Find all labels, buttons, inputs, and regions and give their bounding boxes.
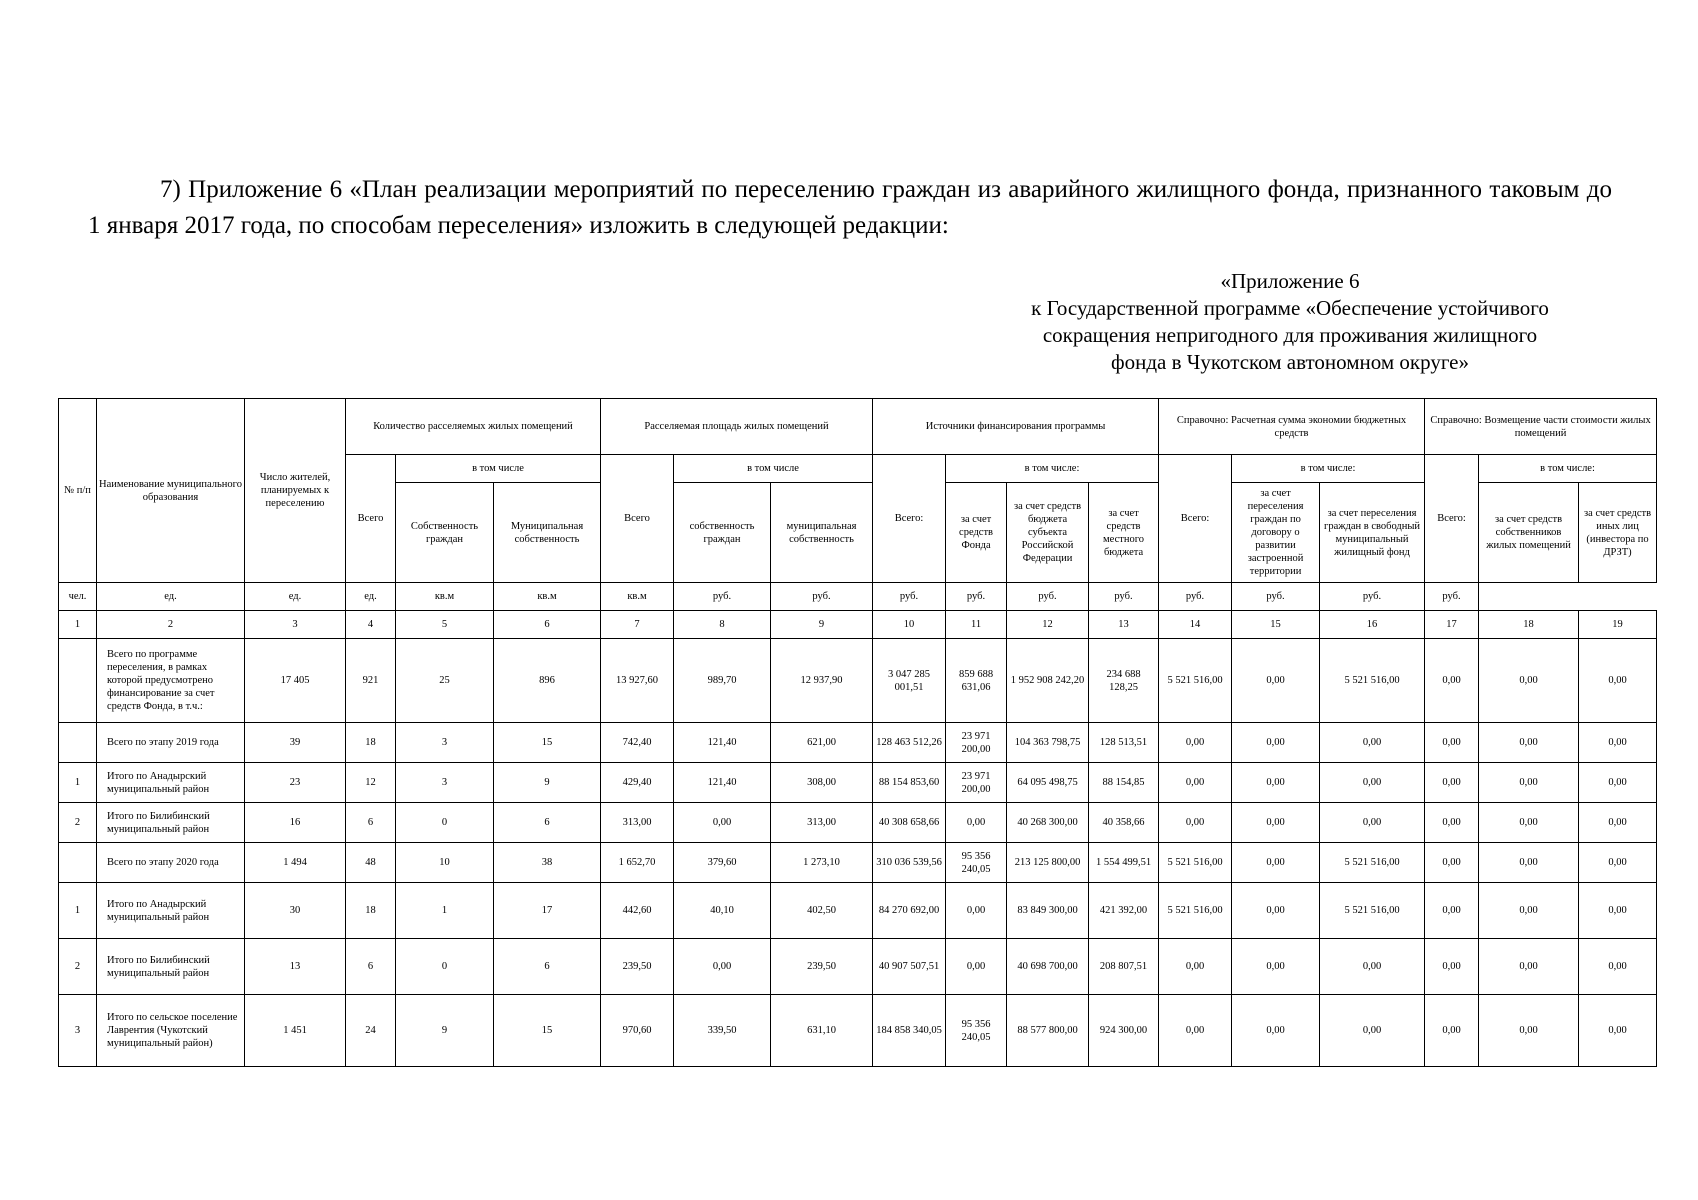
table-cell: 6 — [346, 939, 396, 995]
table-row — [59, 763, 1657, 803]
table-cell: 1 — [396, 883, 494, 939]
table-cell: 0,00 — [1320, 939, 1425, 995]
table-cell: 128 513,51 — [1089, 723, 1159, 763]
column-number-cell: 1 — [59, 611, 97, 639]
header-comp-total: Всего: — [1425, 455, 1479, 583]
table-cell: 0,00 — [1479, 939, 1579, 995]
appendix-line-4: фонда в Чукотском автономном округе» — [1110, 350, 1469, 374]
column-number-cell: 10 — [873, 611, 946, 639]
table-cell: 0,00 — [1579, 803, 1657, 843]
table-cell: 921 — [346, 639, 396, 723]
table-cell: 18 — [346, 883, 396, 939]
column-number-cell: 13 — [1089, 611, 1159, 639]
table-cell: 0,00 — [1579, 995, 1657, 1067]
column-number-cell: 9 — [771, 611, 873, 639]
table-cell: 0,00 — [1425, 723, 1479, 763]
table-cell: 40,10 — [674, 883, 771, 939]
unit-cell: руб. — [1232, 583, 1320, 611]
table-cell: 924 300,00 — [1089, 995, 1159, 1067]
table-cell: 0,00 — [1425, 803, 1479, 843]
table-cell: 5 521 516,00 — [1159, 843, 1232, 883]
column-number-cell: 16 — [1320, 611, 1425, 639]
table-cell: 0,00 — [1479, 639, 1579, 723]
table-cell: 30 — [245, 883, 346, 939]
table-cell: 0,00 — [1479, 843, 1579, 883]
table-row — [59, 939, 1657, 995]
table-cell: 5 521 516,00 — [1159, 639, 1232, 723]
table-cell: 0,00 — [1232, 803, 1320, 843]
table-cell: 23 971 200,00 — [946, 763, 1007, 803]
table-cell: 84 270 692,00 — [873, 883, 946, 939]
table-cell: 6 — [494, 803, 601, 843]
table-row — [59, 723, 1657, 763]
table-cell: 234 688 128,25 — [1089, 639, 1159, 723]
table-cell: 5 521 516,00 — [1320, 843, 1425, 883]
header-rooms-incl: в том числе — [396, 455, 601, 483]
header-residents: Число жителей, планируемых к переселению — [245, 399, 346, 583]
table-cell: 40 907 507,51 — [873, 939, 946, 995]
row-name-cell: Итого по Билибинский муниципальный район — [97, 939, 245, 995]
table-row — [59, 803, 1657, 843]
table-cell: 0,00 — [1232, 639, 1320, 723]
unit-cell: руб. — [1007, 583, 1089, 611]
unit-cell: руб. — [1320, 583, 1425, 611]
table-cell: 442,60 — [601, 883, 674, 939]
unit-cell: ед. — [245, 583, 346, 611]
column-number-cell: 18 — [1479, 611, 1579, 639]
header-area-total: Всего — [601, 455, 674, 583]
appendix-line-2: к Государственной программе «Обеспечение устойчивого — [1031, 296, 1549, 320]
table-cell: 5 521 516,00 — [1320, 639, 1425, 723]
header-area-own-citizens: собственность граждан — [674, 483, 771, 583]
table-cell: 9 — [494, 763, 601, 803]
unit-cell: руб. — [873, 583, 946, 611]
header-rooms-total: Всего — [346, 455, 396, 583]
table-cell: 0 — [396, 939, 494, 995]
row-name-cell: Всего по этапу 2019 года — [97, 723, 245, 763]
table-cell: 88 154,85 — [1089, 763, 1159, 803]
table-cell: 970,60 — [601, 995, 674, 1067]
table-cell: 40 698 700,00 — [1007, 939, 1089, 995]
table-cell: 0,00 — [1479, 723, 1579, 763]
table-cell: 621,00 — [771, 723, 873, 763]
table-cell: 859 688 631,06 — [946, 639, 1007, 723]
header-group-compensation: Справочно: Возмещение части стоимости жилых помещений — [1425, 399, 1657, 455]
table-cell: 1 — [59, 883, 97, 939]
table-cell: 0,00 — [1579, 939, 1657, 995]
table-cell: 104 363 798,75 — [1007, 723, 1089, 763]
header-area-incl: в том числе — [674, 455, 873, 483]
table-cell: 0,00 — [1232, 843, 1320, 883]
table-row — [59, 843, 1657, 883]
unit-cell: чел. — [59, 583, 97, 611]
header-fin-incl: в том числе: — [946, 455, 1159, 483]
table-cell: 2 — [59, 803, 97, 843]
unit-cell: руб. — [1425, 583, 1479, 611]
table-cell — [59, 723, 97, 763]
header-econ-development: за счет переселения граждан по договору о развитии застроенной территории — [1232, 483, 1320, 583]
header-rooms-own-citizens: Собственность граждан — [396, 483, 494, 583]
table-cell: 1 — [59, 763, 97, 803]
table-cell: 24 — [346, 995, 396, 1067]
table-cell: 48 — [346, 843, 396, 883]
table-cell: 1 554 499,51 — [1089, 843, 1159, 883]
table-cell: 1 273,10 — [771, 843, 873, 883]
table-cell: 0,00 — [1479, 883, 1579, 939]
table-cell: 88 154 853,60 — [873, 763, 946, 803]
table-cell: 121,40 — [674, 763, 771, 803]
column-number-cell: 12 — [1007, 611, 1089, 639]
column-number-cell: 15 — [1232, 611, 1320, 639]
table-cell: 0,00 — [1159, 803, 1232, 843]
table-cell: 1 451 — [245, 995, 346, 1067]
table-cell: 308,00 — [771, 763, 873, 803]
table-cell: 0,00 — [1479, 803, 1579, 843]
table-cell: 0,00 — [1159, 763, 1232, 803]
header-num: № п/п — [59, 399, 97, 583]
table-cell: 0,00 — [1479, 763, 1579, 803]
table-cell: 0,00 — [1425, 639, 1479, 723]
appendix-caption — [960, 268, 1620, 376]
table-cell: 0,00 — [1425, 995, 1479, 1067]
row-name-cell: Итого по Анадырский муниципальный район — [97, 883, 245, 939]
table-cell: 83 849 300,00 — [1007, 883, 1089, 939]
table-cell: 38 — [494, 843, 601, 883]
resettlement-plan-table — [58, 398, 1657, 1067]
unit-cell: руб. — [1089, 583, 1159, 611]
column-number-cell: 17 — [1425, 611, 1479, 639]
table-cell: 239,50 — [601, 939, 674, 995]
table-row — [59, 995, 1657, 1067]
header-rooms-municipal: Муниципальная собственность — [494, 483, 601, 583]
table-cell: 0,00 — [1320, 763, 1425, 803]
table-cell: 0,00 — [1232, 995, 1320, 1067]
column-number-cell: 5 — [396, 611, 494, 639]
unit-cell: ед. — [346, 583, 396, 611]
table-cell: 2 — [59, 939, 97, 995]
intro-paragraph — [88, 172, 1612, 244]
table-cell: 40 358,66 — [1089, 803, 1159, 843]
table-cell: 3 — [396, 763, 494, 803]
table-cell: 339,50 — [674, 995, 771, 1067]
table-cell: 0,00 — [674, 939, 771, 995]
table-cell: 313,00 — [771, 803, 873, 843]
row-name-cell: Итого по Анадырский муниципальный район — [97, 763, 245, 803]
intro-text: Приложение 6 «План реализации мероприятий по переселению граждан из аварийного жилищного фонда, признанного таковым до 1 января 2017 года, по способам переселения» изложить в следующей редакции: — [88, 176, 1613, 239]
table-cell: 313,00 — [601, 803, 674, 843]
table-cell: 421 392,00 — [1089, 883, 1159, 939]
table-cell: 15 — [494, 995, 601, 1067]
table-cell: 0,00 — [946, 883, 1007, 939]
table-cell: 0,00 — [946, 939, 1007, 995]
table-cell: 0,00 — [1232, 763, 1320, 803]
table-cell: 0,00 — [1579, 723, 1657, 763]
table-cell: 1 952 908 242,20 — [1007, 639, 1089, 723]
table-cell: 23 — [245, 763, 346, 803]
table-cell: 0 — [396, 803, 494, 843]
table-cell: 88 577 800,00 — [1007, 995, 1089, 1067]
table-cell: 429,40 — [601, 763, 674, 803]
table-cell: 0,00 — [1159, 995, 1232, 1067]
table-cell: 9 — [396, 995, 494, 1067]
table-cell: 0,00 — [674, 803, 771, 843]
header-comp-owners: за счет средств собственников жилых помещений — [1479, 483, 1579, 583]
table-cell: 13 — [245, 939, 346, 995]
table-cell: 0,00 — [1232, 723, 1320, 763]
table-cell: 0,00 — [946, 803, 1007, 843]
table-cell: 0,00 — [1579, 763, 1657, 803]
unit-cell: кв.м — [601, 583, 674, 611]
table-cell: 3 — [396, 723, 494, 763]
table-cell: 12 — [346, 763, 396, 803]
table-cell: 0,00 — [1320, 803, 1425, 843]
table-cell: 95 356 240,05 — [946, 995, 1007, 1067]
table-cell: 95 356 240,05 — [946, 843, 1007, 883]
table-cell: 0,00 — [1579, 883, 1657, 939]
header-fin-subject-budget: за счет средств бюджета субъекта Российской Федерации — [1007, 483, 1089, 583]
table-cell: 16 — [245, 803, 346, 843]
table-cell: 184 858 340,05 — [873, 995, 946, 1067]
column-number-cell: 8 — [674, 611, 771, 639]
appendix-line-3: сокращения непригодного для проживания жилищного — [1042, 323, 1538, 347]
header-econ-total: Всего: — [1159, 455, 1232, 583]
table-cell: 23 971 200,00 — [946, 723, 1007, 763]
table-cell — [59, 639, 97, 723]
header-fin-fund: за счет средств Фонда — [946, 483, 1007, 583]
header-group-economy: Справочно: Расчетная сумма экономии бюджетных средств — [1159, 399, 1425, 455]
header-name: Наименование муниципального образования — [97, 399, 245, 583]
table-cell: 1 652,70 — [601, 843, 674, 883]
table-cell: 239,50 — [771, 939, 873, 995]
header-group-financing: Источники финансирования программы — [873, 399, 1159, 455]
table-cell: 379,60 — [674, 843, 771, 883]
table-cell: 18 — [346, 723, 396, 763]
header-fin-local-budget: за счет средств местного бюджета — [1089, 483, 1159, 583]
table-cell: 0,00 — [1232, 883, 1320, 939]
row-name-cell: Итого по Билибинский муниципальный район — [97, 803, 245, 843]
table-cell: 989,70 — [674, 639, 771, 723]
table-cell: 40 308 658,66 — [873, 803, 946, 843]
table-row — [59, 639, 1657, 723]
table-cell: 6 — [346, 803, 396, 843]
table-cell: 128 463 512,26 — [873, 723, 946, 763]
column-number-cell: 3 — [245, 611, 346, 639]
units-row — [59, 583, 1657, 611]
column-number-cell: 6 — [494, 611, 601, 639]
table-cell: 5 521 516,00 — [1320, 883, 1425, 939]
table-cell: 0,00 — [1320, 723, 1425, 763]
table-cell: 64 095 498,75 — [1007, 763, 1089, 803]
column-number-cell: 11 — [946, 611, 1007, 639]
table-cell: 13 927,60 — [601, 639, 674, 723]
table-cell: 39 — [245, 723, 346, 763]
header-comp-other: за счет средств иных лиц (инвестора по ДРЗТ) — [1579, 483, 1657, 583]
table-cell: 25 — [396, 639, 494, 723]
column-numbers-row — [59, 611, 1657, 639]
table-cell: 0,00 — [1232, 939, 1320, 995]
unit-cell: кв.м — [494, 583, 601, 611]
table-cell: 1 494 — [245, 843, 346, 883]
appendix-line-1: «Приложение 6 — [1220, 269, 1360, 293]
table-cell: 17 405 — [245, 639, 346, 723]
column-number-cell: 14 — [1159, 611, 1232, 639]
header-group-area: Расселяемая площадь жилых помещений — [601, 399, 873, 455]
table-cell: 0,00 — [1479, 995, 1579, 1067]
table-cell: 0,00 — [1159, 939, 1232, 995]
table-cell: 0,00 — [1425, 883, 1479, 939]
unit-cell: ед. — [97, 583, 245, 611]
table-cell: 742,40 — [601, 723, 674, 763]
unit-cell: руб. — [1159, 583, 1232, 611]
column-number-cell: 7 — [601, 611, 674, 639]
table-cell: 17 — [494, 883, 601, 939]
header-econ-free-fund: за счет переселения граждан в свободный муниципальный жилищный фонд — [1320, 483, 1425, 583]
table-cell: 40 268 300,00 — [1007, 803, 1089, 843]
unit-cell: руб. — [771, 583, 873, 611]
header-group-rooms: Количество расселяемых жилых помещений — [346, 399, 601, 455]
table-cell: 402,50 — [771, 883, 873, 939]
table-cell — [59, 843, 97, 883]
unit-cell: руб. — [674, 583, 771, 611]
unit-cell: руб. — [946, 583, 1007, 611]
table-cell: 896 — [494, 639, 601, 723]
table-cell: 213 125 800,00 — [1007, 843, 1089, 883]
table-cell: 121,40 — [674, 723, 771, 763]
header-fin-total: Всего: — [873, 455, 946, 583]
table-cell: 10 — [396, 843, 494, 883]
header-econ-incl: в том числе: — [1232, 455, 1425, 483]
table-cell: 0,00 — [1425, 843, 1479, 883]
table-cell: 0,00 — [1425, 763, 1479, 803]
row-name-cell: Всего по программе переселения, в рамках которой предусмотрено финансирование за счет средств Фонда, в т.ч.: — [97, 639, 245, 723]
table-cell: 3 047 285 001,51 — [873, 639, 946, 723]
table-cell: 208 807,51 — [1089, 939, 1159, 995]
table-cell: 0,00 — [1159, 723, 1232, 763]
table-cell: 5 521 516,00 — [1159, 883, 1232, 939]
table-cell: 310 036 539,56 — [873, 843, 946, 883]
table-row — [59, 883, 1657, 939]
column-number-cell: 2 — [97, 611, 245, 639]
table-cell: 0,00 — [1579, 639, 1657, 723]
header-area-municipal: муниципальная собственность — [771, 483, 873, 583]
header-comp-incl: в том числе: — [1479, 455, 1657, 483]
row-name-cell: Итого по сельское поселение Лаврентия (Чукотский муниципальный район) — [97, 995, 245, 1067]
table-cell: 6 — [494, 939, 601, 995]
table-cell: 0,00 — [1579, 843, 1657, 883]
column-number-cell: 19 — [1579, 611, 1657, 639]
table-cell: 15 — [494, 723, 601, 763]
table-cell: 12 937,90 — [771, 639, 873, 723]
table-cell: 0,00 — [1320, 995, 1425, 1067]
table-cell: 3 — [59, 995, 97, 1067]
column-number-cell: 4 — [346, 611, 396, 639]
row-name-cell: Всего по этапу 2020 года — [97, 843, 245, 883]
unit-cell: кв.м — [396, 583, 494, 611]
table-cell: 0,00 — [1425, 939, 1479, 995]
table-cell: 631,10 — [771, 995, 873, 1067]
intro-number: 7) — [160, 176, 181, 203]
